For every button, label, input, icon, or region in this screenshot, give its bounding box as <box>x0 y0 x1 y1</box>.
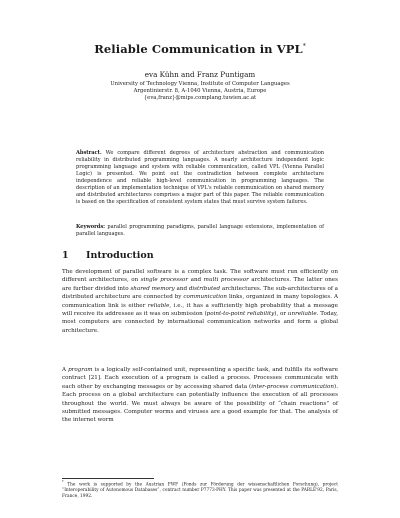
affiliation-line-2: Argentinierstr. 8, A-1040 Vienna, Austria, Europe <box>133 88 267 94</box>
paper-title-text: Reliable Communication in VPL <box>94 42 303 56</box>
text-run: The development of parallel software is a complex task. The software must run efficiently on different architectures, on <box>62 269 338 284</box>
text-run: ). Each process on a global architecture can potentially influence the execution of all processes throughout the world. We must always be aware of the possibility of “chain reactions” of submitted messages. Computer worms and viruses are a good example for that. The analysis of the internet worm <box>62 383 338 424</box>
title-footnote-marker: * <box>302 43 306 51</box>
text-run: is a logically self-contained unit, representing a specific task, and fulfills its software contract [21]. Each execution of a program is called a process. Processes communicate with each other by exchanging messages or by accessing shared data ( <box>62 367 338 390</box>
emphasized-term: unreliable <box>287 311 317 318</box>
section-title: Introduction <box>86 250 154 261</box>
emphasized-term: inter-process communication <box>251 383 335 390</box>
footnote <box>62 480 338 500</box>
abstract-text: We compare different degrees of architecture abstraction and communication reliability in distributed programming languages. A nearly architecture independent logic programming language and system with reliable communication, called VPL (Vienna Parallel Logic) is presented. We point out the contradiction between complete architecture independence and reliable high-level communication in programming languages. The description of an implementation technique of VPL's reliable communication on shared memory and distributed architectures comprises a major part of this paper. The reliable communication is based on the specification of consistent system states that must survive system failures. <box>76 150 324 205</box>
footnote-marker: * <box>62 480 64 484</box>
text-run: and <box>174 285 189 292</box>
section-number: 1 <box>62 250 69 261</box>
keywords-text: parallel programming paradigms, parallel language extensions, implementation of parallel languages. <box>76 224 324 237</box>
affiliation-email: {eva,franz}@mips.complang.tuwien.ac.at <box>143 95 257 101</box>
keywords-label: Keywords: <box>76 224 106 230</box>
text-run: A <box>62 367 69 373</box>
emphasized-term: shared memory <box>130 285 175 292</box>
affiliation-line-1: University of Technology Vienna, Institute of Computer Languages <box>110 81 290 87</box>
abstract <box>76 150 324 206</box>
text-run: , i.e., it has a sufficiently high probability that a message will receive its addressee as it was on submission ( <box>62 302 338 318</box>
emphasized-term: point-to-point reliability <box>206 311 275 318</box>
intro-paragraph-1 <box>62 268 338 335</box>
paper-authors: eva Kühn and Franz Puntigam <box>144 70 256 79</box>
emphasized-term: communication <box>183 294 228 301</box>
text-run: architectures. The latter ones are further divided into <box>62 277 338 292</box>
emphasized-term: multi processor <box>203 277 249 284</box>
text-run: architectures. The sub-architectures of a distributed architecture are connected by <box>62 285 339 301</box>
abstract-label: Abstract. <box>76 150 102 156</box>
footnote-rule <box>62 478 154 479</box>
text-run: ), or <box>274 311 288 318</box>
text-run: and <box>188 277 204 284</box>
text-run: links, organized in many topologies. A communication link is either <box>62 294 338 309</box>
paper-title <box>0 42 400 56</box>
intro-paragraph-2 <box>62 366 338 425</box>
emphasized-term: single processor <box>140 277 189 284</box>
emphasized-term: distributed <box>188 285 221 292</box>
text-run: . Today, most computers are connected by international communication networks and form a global architecture. <box>62 311 338 334</box>
footnote-text: The work is supported by the Austrian FWF (Fonds zur Förderung der wissenschaftlichen Forschung), project “Interoperability of Autonomous Databases”, contract number P7773-PHY. This paper was presented at the PARLE'92, Paris, France, 1992. <box>62 482 338 500</box>
emphasized-term: program <box>68 367 93 373</box>
section-heading <box>62 250 154 261</box>
emphasized-term: reliable <box>147 302 170 309</box>
keywords <box>76 224 324 238</box>
